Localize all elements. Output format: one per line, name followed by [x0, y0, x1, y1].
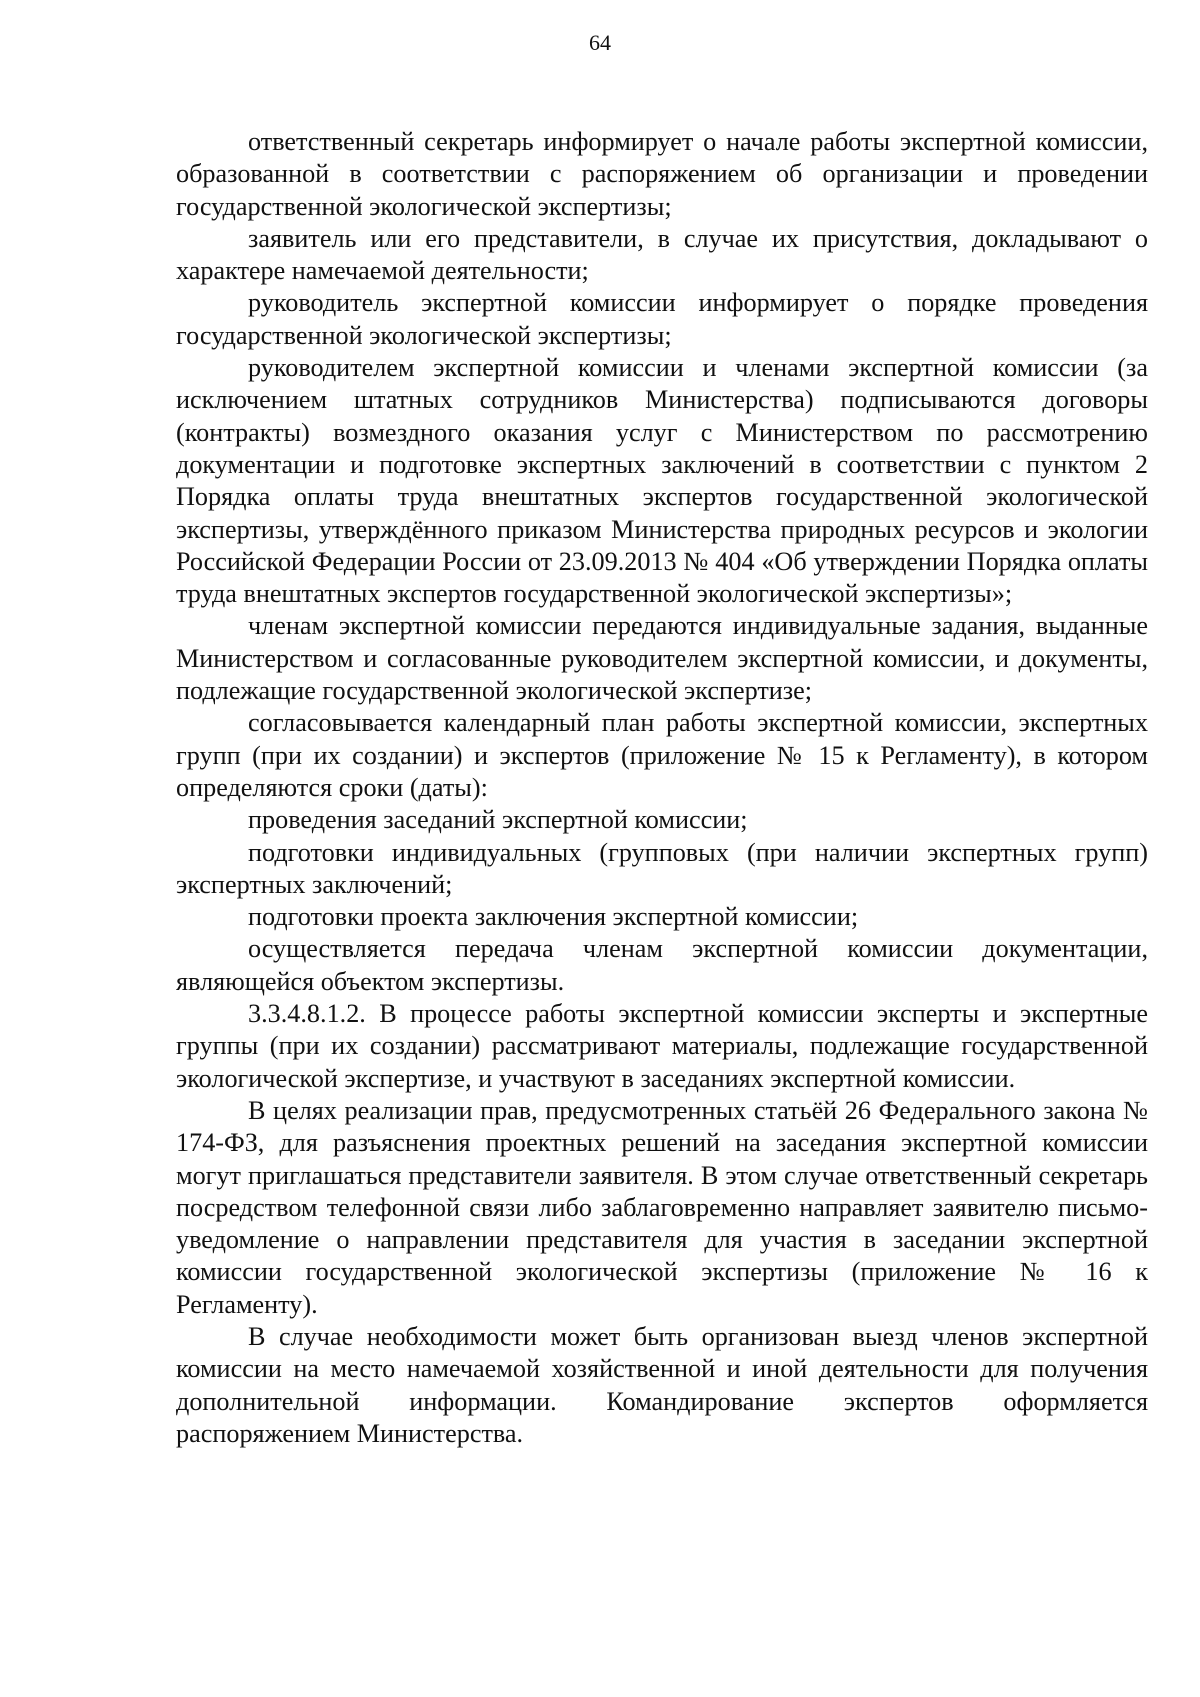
- paragraph-secretary-informs: ответственный секретарь информирует о начале работы экспертной комиссии, образованной в соответствии с распоряжением об организации и проведении государственной экологической экспертизы;: [176, 127, 1148, 221]
- paragraph-individual-tasks: членам экспертной комиссии передаются индивидуальные задания, выданные Министерством и согласованные руководителем экспертной комиссии, и документы, подлежащие государственной экологической экспертизе;: [176, 611, 1148, 706]
- paragraph-documentation-transfer: осуществляется передача членам экспертной комиссии документации, являющейся объектом экспертизы.: [176, 934, 1148, 996]
- paragraph-head-informs: руководитель экспертной комиссии информирует о порядке проведения государственной экологической экспертизы;: [176, 288, 1148, 350]
- paragraph-site-visit: В случае необходимости может быть организован выезд членов экспертной комиссии на место намечаемой хозяйственной и иной деятельности для получения дополнительной информации. Командирование экспертов оформляется распоряжением Министерства.: [176, 1321, 1148, 1448]
- paragraph-draft-conclusion: подготовки проекта заключения экспертной комиссии;: [248, 902, 859, 932]
- page-number: 64: [589, 30, 611, 55]
- paragraph-individual-conclusions: подготовки индивидуальных (групповых (при наличии экспертных групп) экспертных заключений;: [176, 837, 1148, 899]
- paragraph-applicant-reports: заявитель или его представители, в случае их присутствия, докладывают о характере намечаемой деятельности;: [176, 223, 1148, 286]
- paragraph-meetings-dates: проведения заседаний экспертной комиссии;: [248, 805, 748, 835]
- paragraph-section-3-3-4-8-1-2: 3.3.4.8.1.2. В процессе работы экспертной комиссии эксперты и экспертные группы (при их создании) рассматривают материалы, подлежащие государственной экологической экспертизе, и участвуют в заседаниях экспертной комиссии.: [176, 999, 1148, 1093]
- paragraph-contracts-signed: руководителем экспертной комиссии и членами экспертной комиссии (за исключением штатных сотрудников Министерства) подписываются договоры (контракты) возмездного оказания услуг с Министерством по рассмотрению документации и подготовке экспертных заключений в соответствии с пунктом 2 Порядка оплаты труда внештатных экспертов государственной экологической экспертизы, утверждённого приказом Министерства природных ресурсов и экологии Российской Федерации России от 23.09.2013 № 404 «Об утверждении Порядка оплаты труда внештатных экспертов государственной экологической экспертизы»;: [176, 353, 1148, 609]
- paragraph-applicant-representatives: В целях реализации прав, предусмотренных статьёй 26 Федерального закона № 174-ФЗ, для разъяснения проектных решений на заседания экспертной комиссии могут приглашаться представители заявителя. В этом случае ответственный секретарь посредством телефонной связи либо заблаговременно направляет заявителю письмо-уведомление о направлении представителя для участия в заседании экспертной комиссии государственной экологической экспертизы (приложение № 16 к Регламенту).: [176, 1095, 1148, 1319]
- document-body: [176, 126, 1148, 1450]
- paragraph-calendar-plan: согласовывается календарный план работы экспертной комиссии, экспертных групп (при их создании) и экспертов (приложение № 15 к Регламенту), в котором определяются сроки (даты):: [176, 708, 1148, 802]
